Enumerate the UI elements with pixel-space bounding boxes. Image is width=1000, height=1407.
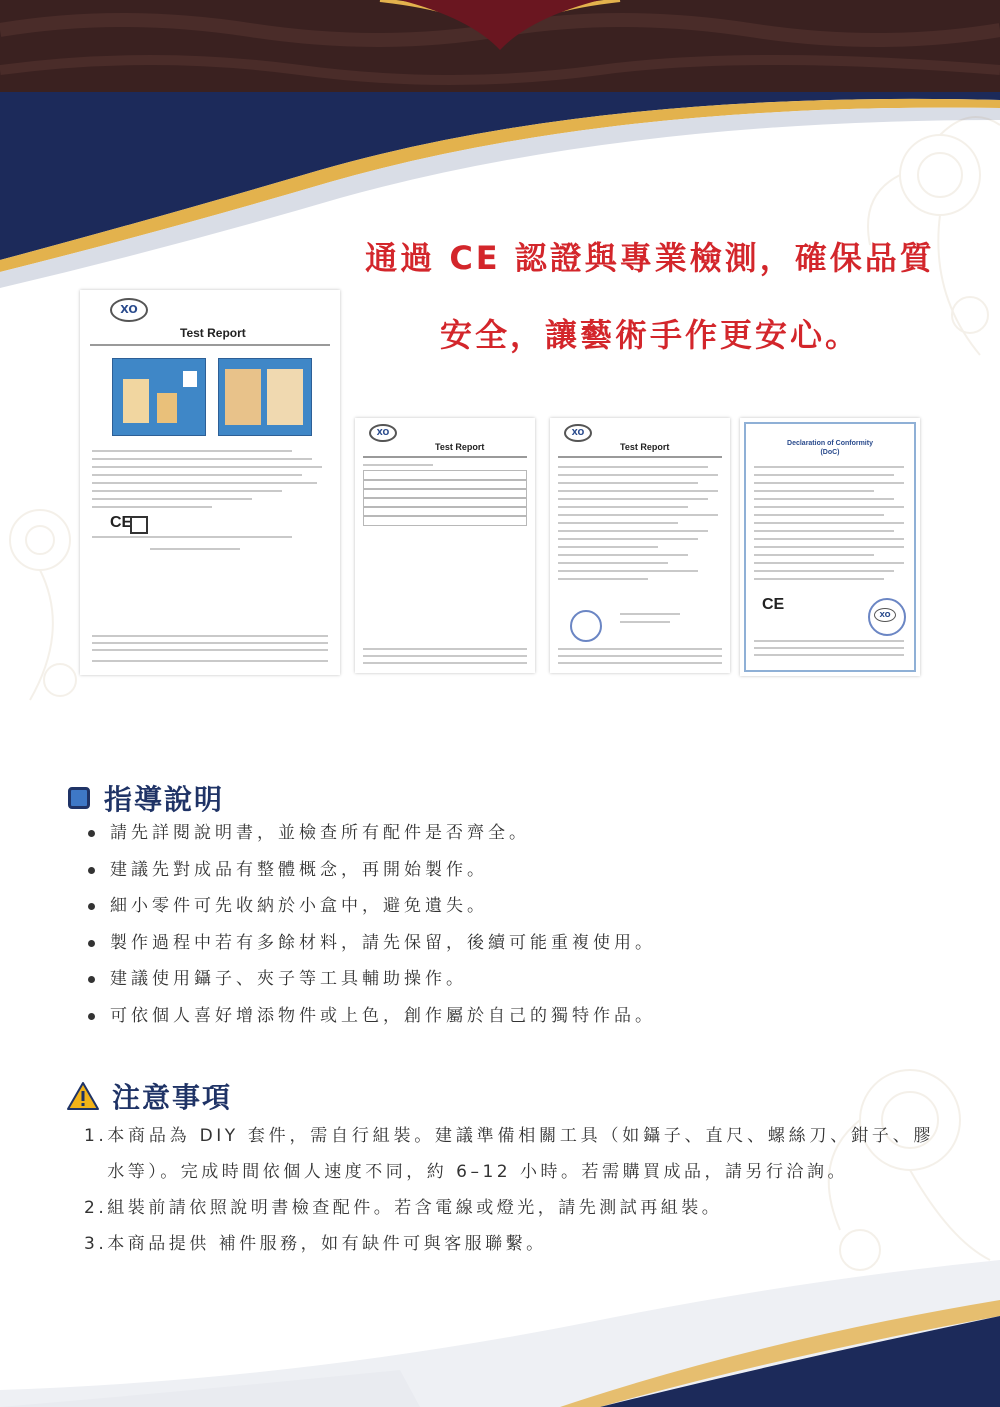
bottom-decoration (0, 1260, 1000, 1407)
list-item: 建議先對成品有整體概念，再開始製作。 (88, 855, 656, 892)
xo-logo: XO (564, 424, 592, 442)
report-title: Test Report (435, 442, 485, 452)
list-item: 建議使用鑷子、夾子等工具輔助操作。 (88, 964, 656, 1001)
report-title: Test Report (180, 326, 246, 340)
stamp-seal (570, 610, 602, 642)
xo-logo: XO (874, 608, 896, 622)
guide-title: 指導說明 (104, 783, 225, 816)
ce-mark: CE (762, 596, 785, 613)
list-item: 細小零件可先收納於小盒中，避免遺失。 (88, 891, 656, 928)
notes-section-header (66, 1076, 232, 1116)
product-photo-1 (112, 358, 206, 436)
guide-list (88, 818, 656, 1037)
list-item: 可依個人喜好增添物件或上色，創作屬於自己的獨特作品。 (88, 1001, 656, 1038)
xo-logo: XO (369, 424, 397, 442)
declaration-of-conformity (740, 418, 920, 676)
recycle-icon (130, 516, 148, 534)
test-report-3 (550, 418, 730, 673)
product-photo-2 (218, 358, 312, 436)
test-report-2 (355, 418, 535, 673)
ce-mark: CE (110, 514, 133, 531)
warning-icon (66, 1081, 100, 1111)
list-item: 請先詳閱說明書，並檢查所有配件是否齊全。 (88, 818, 656, 855)
headline-line-1: 通過 CE 認證與專業檢測，確保品質 (365, 239, 935, 277)
doc-subtitle: (DoC) (820, 449, 840, 456)
doc-title: Declaration of Conformity (787, 440, 873, 447)
report-title: Test Report (620, 442, 670, 452)
notes-list (84, 1118, 934, 1262)
headline-line-2: 安全，讓藝術手作更安心。 (439, 316, 860, 354)
list-item: 3. 本商品提供 補件服務，如有缺件可與客服聯繫。 (84, 1234, 547, 1254)
guide-section-header (68, 778, 224, 818)
test-report-large (80, 290, 340, 675)
list-item: 製作過程中若有多餘材料，請先保留，後續可能重複使用。 (88, 928, 656, 965)
list-item: 1. 本商品為 DIY 套件，需自行組裝。建議準備相關工具（如鑷子、直尺、螺絲刀、鉗子、膠水等）。完成時間依個人速度不同，約 6–12 小時。若需購買成品，請另行洽詢。 (84, 1126, 934, 1182)
square-icon (68, 787, 90, 809)
notes-title: 注意事項 (112, 1081, 233, 1114)
xo-logo: XO (110, 298, 148, 322)
list-item: 2. 組裝前請依照說明書檢查配件。若含電線或燈光，請先測試再組裝。 (84, 1198, 723, 1218)
